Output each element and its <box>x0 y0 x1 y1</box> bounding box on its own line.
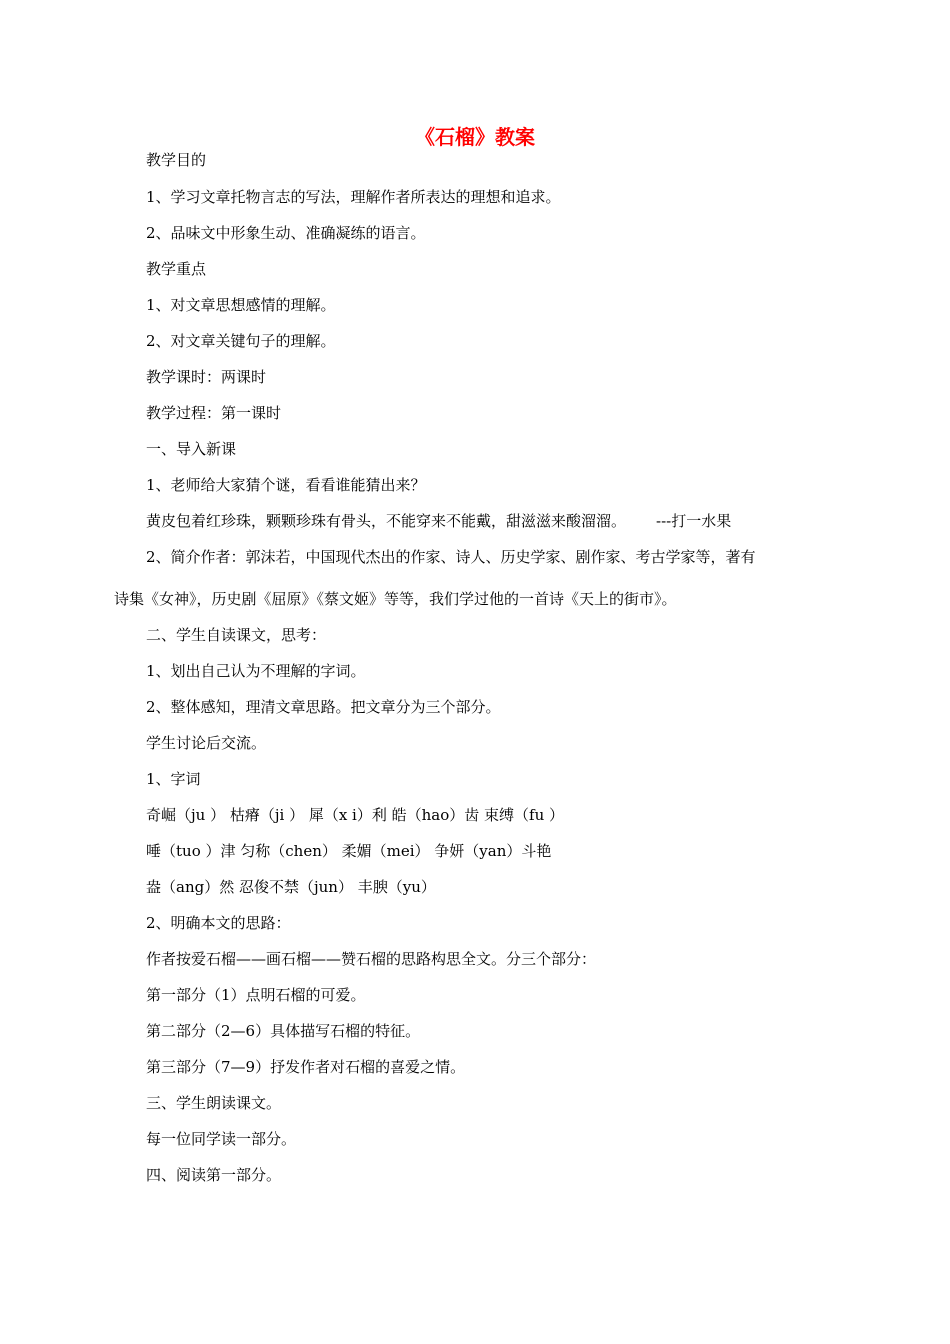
paragraph-line: 学生讨论后交流。 <box>146 734 267 752</box>
paragraph-line: 教学过程：第一课时 <box>146 404 282 422</box>
riddle-line <box>146 509 731 533</box>
paragraph-line: 诗集《女神》，历史剧《屈原》《蔡文姬》等等，我们学过他的一首诗《天上的街市》。 <box>114 590 677 608</box>
document-title: 《石榴》教案 <box>415 125 535 149</box>
section-heading-part-one: 四、阅读第一部分。 <box>146 1166 282 1184</box>
paragraph-line: 1、老师给大家猜个谜，看看谁能猜出来？ <box>146 476 426 494</box>
vocabulary-line: 唾（tuo ）津 匀称（chen） 柔媚（mei） 争妍（yan）斗艳 <box>146 842 552 860</box>
paragraph-line: 2、对文章关键句子的理解。 <box>146 332 336 350</box>
paragraph-line: 1、对文章思想感情的理解。 <box>146 296 336 314</box>
paragraph-line: 教学课时：两课时 <box>146 368 267 386</box>
section-heading-key-points: 教学重点 <box>146 260 207 278</box>
paragraph-line: 2、简介作者：郭沫若，中国现代杰出的作家、诗人、历史学家、剧作家、考古学家等，著有 <box>146 548 756 566</box>
vocabulary-line: 奇崛（ju ） 枯瘠（ji ） 犀（x i）利 皓（hao）齿 束缚（fu ） <box>146 806 565 824</box>
paragraph-line: 每一位同学读一部分。 <box>146 1130 297 1148</box>
section-heading-objectives: 教学目的 <box>146 151 207 169</box>
section-heading-introduction: 一、导入新课 <box>146 440 237 458</box>
section-heading-reading-aloud: 三、学生朗读课文。 <box>146 1094 282 1112</box>
riddle-text: 黄皮包着红珍珠，颗颗珍珠有骨头，不能穿来不能戴，甜滋滋来酸溜溜。 <box>146 512 627 530</box>
riddle-answer: ---打一水果 <box>656 512 732 530</box>
paragraph-line: 第一部分（1）点明石榴的可爱。 <box>146 986 366 1004</box>
paragraph-line: 第三部分（7—9）抒发作者对石榴的喜爱之情。 <box>146 1058 466 1076</box>
paragraph-line: 2、整体感知，理清文章思路。把文章分为三个部分。 <box>146 698 501 716</box>
paragraph-line: 第二部分（2—6）具体描写石榴的特征。 <box>146 1022 421 1040</box>
section-heading-self-reading: 二、学生自读课文，思考： <box>146 626 327 644</box>
paragraph-line: 1、学习文章托物言志的写法，理解作者所表达的理想和追求。 <box>146 188 561 206</box>
paragraph-line: 作者按爱石榴——画石榴——赞石榴的思路构思全文。分三个部分： <box>146 950 597 968</box>
paragraph-line: 2、明确本文的思路： <box>146 914 291 932</box>
vocabulary-line: 盎（ang）然 忍俊不禁（jun） 丰腴（yu） <box>146 878 436 896</box>
paragraph-line: 2、品味文中形象生动、准确凝练的语言。 <box>146 224 426 242</box>
paragraph-line: 1、划出自己认为不理解的字词。 <box>146 662 366 680</box>
paragraph-line: 1、字词 <box>146 770 201 788</box>
